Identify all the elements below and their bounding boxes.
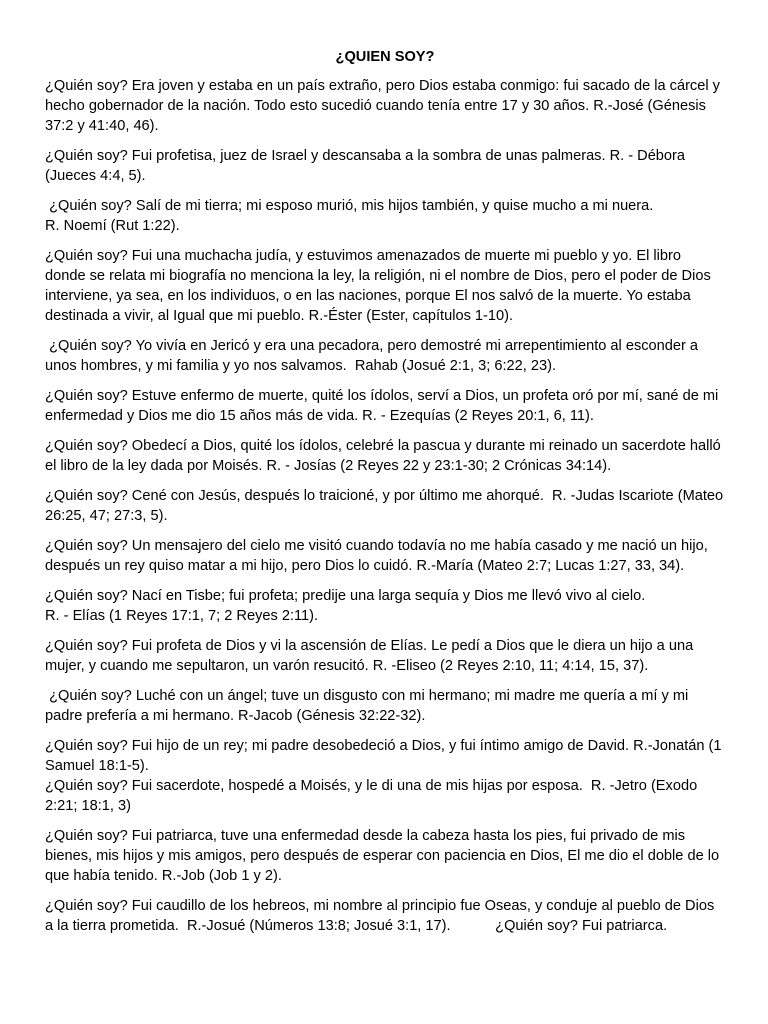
paragraph-rahab: ¿Quién soy? Yo vivía en Jericó y era una pecadora, pero demostré mi arrepentimiento al esconder a unos hombres, y mi familia y yo nos salvamos. Rahab (Josué 2:1, 3; 6:22, 23). xyxy=(45,338,703,374)
paragraph-ester: ¿Quién soy? Fui una muchacha judía, y estuvimos amenazados de muerte mi pueblo y yo. El libro donde se relata mi biografía no menciona la ley, la religión, ni el nombre de Dios, pero el poder de Dios interviene, ya sea, en los individuos, o en las naciones, porque El nos salvó de la muerte. Yo estaba destinada a vivir, al Igual que mi pueblo. R.-Éster (Ester, capítulos 1-10). xyxy=(45,248,715,324)
paragraph-jetro: ¿Quién soy? Fui sacerdote, hospedé a Moisés, y le di una de mis hijas por esposa. R. -Jetro (Exodo 2:21; 18:1, 3) xyxy=(45,778,702,814)
paragraph-noemi: ¿Quién soy? Salí de mi tierra; mi esposo murió, mis hijos también, y quise mucho a mi nuera. R. Noemí (Rut 1:22). xyxy=(45,198,654,234)
paragraph-jacob: ¿Quién soy? Luché con un ángel; tuve un disgusto con mi hermano; mi madre me quería a mí y mi padre prefería a mi hermano. R-Jacob (Génesis 32:22-32). xyxy=(45,688,693,724)
document-title: ¿QUIEN SOY? xyxy=(335,49,435,65)
paragraph-judas: ¿Quién soy? Cené con Jesús, después lo traicioné, y por último me ahorqué. R. -Judas Iscariote (Mateo 26:25, 47; 27:3, 5). xyxy=(45,488,728,524)
paragraph-ezequias: ¿Quién soy? Estuve enfermo de muerte, quité los ídolos, serví a Dios, un profeta oró por mí, sané de mi enfermedad y Dios me dio 15 años más de vida. R. - Ezequías (2 Reyes 20:1, 6, 11). xyxy=(45,388,723,424)
paragraph-maria: ¿Quién soy? Un mensajero del cielo me visitó cuando todavía no me había casado y me nació un hijo, después un rey quiso matar a mi hijo, pero Dios lo cuidó. R.-María (Mateo 2:7; Lucas 1:27, 33, 34). xyxy=(45,538,712,574)
paragraph-jose: ¿Quién soy? Era joven y estaba en un país extraño, pero Dios estaba conmigo: fui sacado de la cárcel y hecho gobernador de la nación. Todo esto sucedió cuando tenía entre 17 y 30 años. R.-José (Génesis 37:2 y 41:40, 46). xyxy=(45,78,725,134)
paragraph-elias: ¿Quién soy? Nací en Tisbe; fui profeta; predije una larga sequía y Dios me llevó vivo al cielo. R. - Elías (1 Reyes 17:1, 7; 2 Reyes 2:11). xyxy=(45,588,646,624)
document-page xyxy=(45,47,728,946)
paragraph-josias: ¿Quién soy? Obedecí a Dios, quité los ídolos, celebré la pascua y durante mi reinado un sacerdote halló el libro de la ley dada por Moisés. R. - Josías (2 Reyes 22 y 23:1-30; 2 Crónicas 34:14). xyxy=(45,438,725,474)
paragraph-josue: ¿Quién soy? Fui caudillo de los hebreos, mi nombre al principio fue Oseas, y conduje al pueblo de Dios a la tierra prometida. R.-Josué (Números 13:8; Josué 3:1, 17). ¿Quién soy? Fui patriarca. xyxy=(45,898,719,934)
paragraph-jonatan: ¿Quién soy? Fui hijo de un rey; mi padre desobedeció a Dios, y fui íntimo amigo de David. R.-Jonatán (1 Samuel 18:1-5). xyxy=(45,738,726,774)
paragraph-debora: ¿Quién soy? Fui profetisa, juez de Israel y descansaba a la sombra de unas palmeras. R. - Débora (Jueces 4:4, 5). xyxy=(45,148,690,184)
paragraph-eliseo: ¿Quién soy? Fui profeta de Dios y vi la ascensión de Elías. Le pedí a Dios que le diera un hijo a una mujer, y cuando me sepultaron, un varón resucitó. R. -Eliseo (2 Reyes 2:10, 11; 4:14, 15, 37). xyxy=(45,638,698,674)
paragraph-job: ¿Quién soy? Fui patriarca, tuve una enfermedad desde la cabeza hasta los pies, fui privado de mis bienes, mis hijos y mis amigos, pero después de esperar con paciencia en Dios, El me dio el doble de lo que había tenido. R.-Job (Job 1 y 2). xyxy=(45,828,724,884)
